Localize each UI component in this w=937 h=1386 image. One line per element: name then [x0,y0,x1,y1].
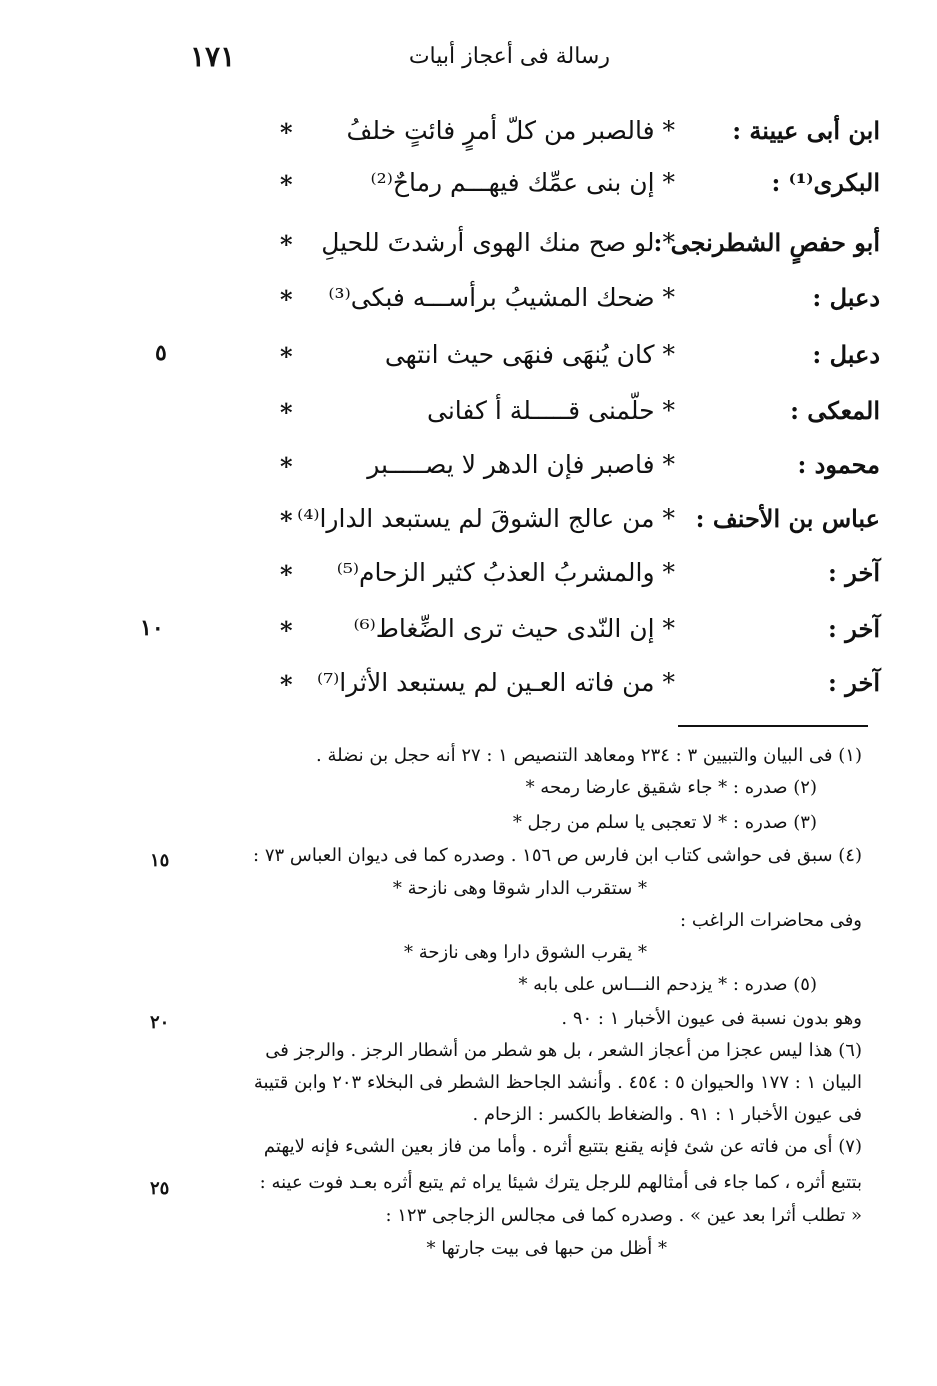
verse-row [280,160,880,216]
footnote-line: البيان ١ : ١٧٧ والحيوان ٥ : ٤٥٤ . وأنشد الجاحظ الشطر فى البخلاء ٢٠٣ وابن قتيبة [253,1072,862,1093]
page-number: ١٧١ [190,40,236,73]
footnote-line: وهو بدون نسبة فى عيون الأخبار ١ : ٩٠ . [561,1008,862,1029]
footnote-line: فى عيون الأخبار ١ : ٩١ . والضغاط بالكسر : الزحام . [472,1104,862,1125]
verse-line: * إن النّدى حيث ترى الضِّغاط⁽⁶⁾ [353,614,675,643]
footnote-line: وفى محاضرات الراغب : [680,910,862,931]
poet-name: دعبل : [812,340,880,369]
verse-end-mark: * [280,230,293,259]
verse-row [280,660,880,716]
verse-end-mark: * [280,118,293,147]
footnote-line: * أظل من حبها فى بيت جارتها * [426,1238,667,1259]
verse-end-mark: * [280,342,293,371]
poet-name: عباس بن الأحنف : [695,504,880,533]
poet-name: البكرى⁽¹⁾ : [771,168,880,197]
verse-end-mark: * [280,616,293,645]
verse-line: * فالصبر من كلّ أمرٍ فائتٍ خلفُ [346,116,675,145]
verse-end-mark: * [280,170,293,199]
verse-line: * حلّمنى قـــــلة أ كفانى [426,396,675,425]
verse-row [280,108,880,164]
verse-line: * من فاته العـين لم يستبعد الأثرا⁽⁷⁾ [316,668,675,697]
verse-line: * ضحك المشيبُ برأســـه فبكى⁽³⁾ [328,283,675,312]
verse-end-mark: * [280,560,293,589]
verse-end-mark: * [280,670,293,699]
poet-name: آخر : [828,668,880,697]
poet-name: دعبل : [812,283,880,312]
poet-name: ابن أبى عيينة : [732,116,880,145]
verse-line: * إن بنى عمِّك فيهـــم رماحٌ⁽²⁾ [370,168,675,197]
verse-row [280,550,880,606]
footnote-line: * ستقرب الدار شوقا وهى نازحة * [392,878,647,899]
margin-line-number: ٢٥ [150,1178,170,1199]
footnote-line: (٤) سبق فى حواشى كتاب ابن فارس ص ١٥٦ . وصدره كما فى ديوان العباس ٧٣ : [253,845,862,866]
poet-name: المعكى : [790,396,880,425]
footnote-line: (٥) صدره : * يزدحم النـــاس على بابه * [518,974,817,995]
verse-end-mark: * [280,452,293,481]
footnote-line: بتتبع أثره ، كما جاء فى أمثالهم للرجل يترك شيئا يراه ثم يتبع أثره بعـد فوت عينه : [259,1172,862,1193]
footnote-line: (٣) صدره : * لا تعجبى يا سلم من رجل * [512,812,817,833]
footnote-line: * يقرب الشوق دارا وهى نازحة * [404,942,647,963]
verse-line: * والمشربُ العذبُ كثير الزحام⁽⁵⁾ [336,558,675,587]
verse-row [280,388,880,444]
footnote-line: (٦) هذا ليس عجزا من أعجاز الشعر ، بل هو شطر من أشطار الرجز . والرجز فى [265,1040,862,1061]
verse-row [280,275,880,331]
footnote-line: « تطلب أثرا بعد عين » . وصدره كما فى مجالس الزجاجى ١٢٣ : [385,1205,862,1226]
poet-name: أبو حفصٍ الشطرنجى : [653,228,880,257]
poet-name: آخر : [828,614,880,643]
verse-line: * فاصبر فإن الدهر لا يصـــــبر [367,450,675,479]
footnote-line: (١) فى البيان والتبيين ٣ : ٢٣٤ ومعاهد التنصيص ١ : ٢٧ أنه حجل بن نضلة . [316,745,862,766]
verse-line: * كان يُنهَى فنهَى حيث انتهى [384,340,675,369]
verse-row [280,606,880,662]
verse-line: * من عالج الشوقَ لم يستبعد الدارا⁽⁴⁾ [297,504,675,533]
page-header [190,40,610,80]
verse-end-mark: * [280,506,293,535]
margin-line-number: ٥ [155,340,167,366]
footnote-separator [678,725,868,727]
verse-row [280,496,880,552]
running-title: رسالة فى أعجاز أبيات [408,44,610,69]
verse-line: * لو صح منك الهوى أرشدتَ للحيلِ [321,228,675,257]
verse-row [280,442,880,498]
verse-row [280,220,880,276]
verse-row [280,332,880,388]
verse-end-mark: * [280,398,293,427]
poet-name: آخر : [828,558,880,587]
verse-end-mark: * [280,285,293,314]
margin-line-number: ١٠ [140,615,164,641]
poet-name: محمود : [797,450,880,479]
footnote-line: (٧) أى من فاته عن شئ فإنه يقنع بتتبع أثره . وأما من فاز بعين الشىء فإنه لايهتم [263,1136,862,1157]
margin-line-number: ١٥ [150,850,170,871]
margin-line-number: ٢٠ [150,1012,170,1033]
footnote-line: (٢) صدره : * جاء شقيق عارضا رمحه * [525,777,817,798]
